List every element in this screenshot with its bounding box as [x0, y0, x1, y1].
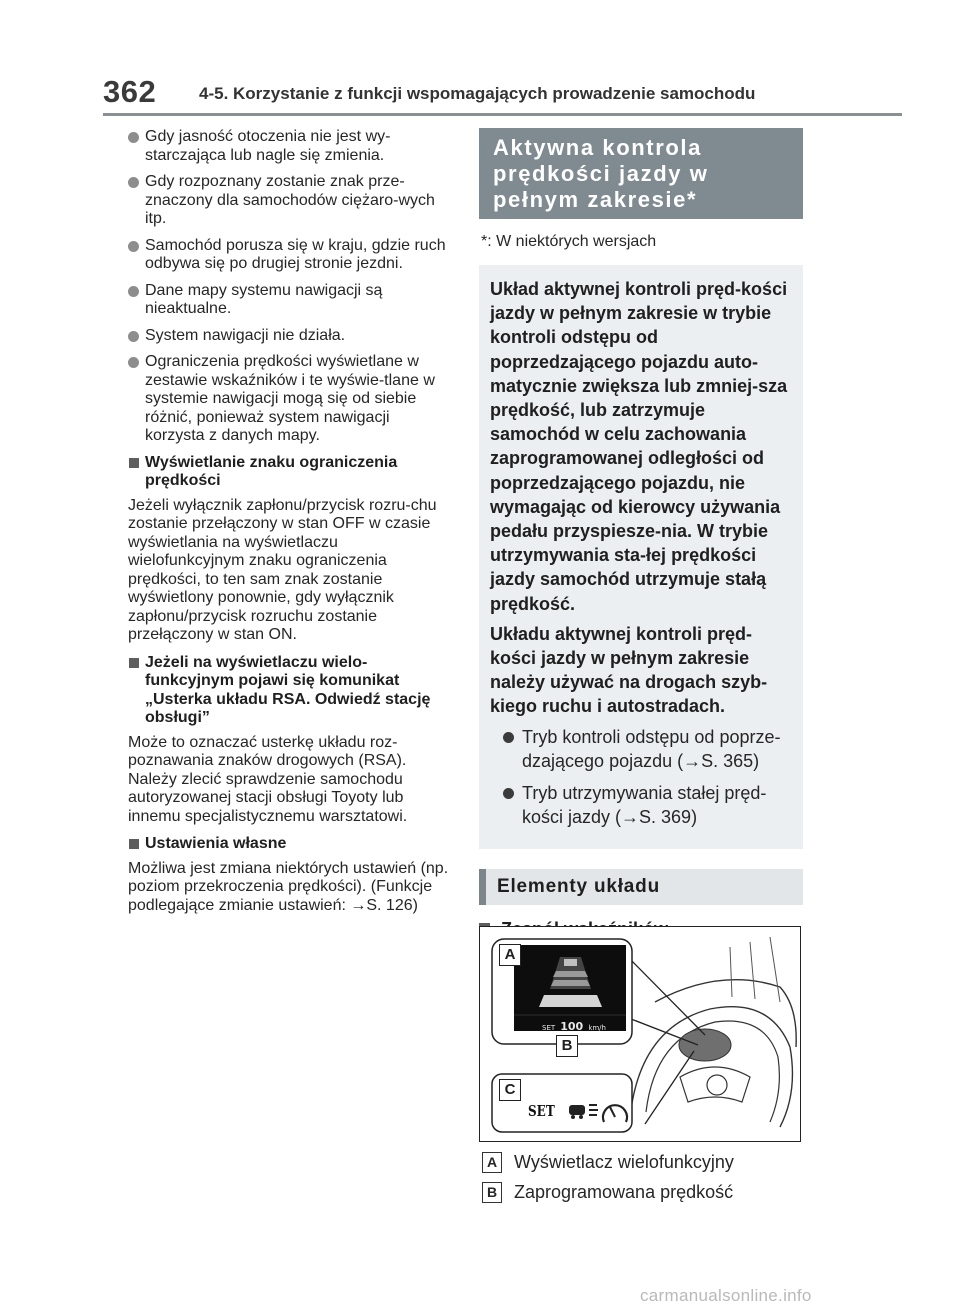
bullet-icon — [128, 132, 139, 143]
legend-item-b: B Zaprogramowana prędkość — [482, 1182, 802, 1203]
square-bullet-icon — [129, 658, 139, 668]
bullet-icon — [128, 177, 139, 188]
list-item: Gdy jasność otoczenia nie jest wy-starczająca lub nagle się zmienia. — [128, 128, 450, 165]
info-paragraph: Układ aktywnej kontroli pręd-kości jazdy w pełnym zakresie w trybie kontroli odstępu od poprzedzającego pojazdu auto-matycznie zwiększa lub zmniej-sza prędkość, lub zatrzymuje samochód w celu zachowania zaprogramowanej odległości od poprzedzającego pojazdu, nie wymagając od kierowcy używania pedału przyspiesze-nia. W trybie utrzymywania sta-łej prędkości jazdy samochód utrzymuje stałą prędkość. — [490, 279, 788, 614]
section-title-box: Aktywna kontrola prędkości jazdy w pełnym zakresie* — [479, 128, 803, 219]
list-item: Samochód porusza się w kraju, gdzie ruch odbywa się po drugiej stronie jezdni. — [128, 237, 450, 274]
list-item: Gdy rozpoznany zostanie znak prze-znaczony dla samochodów ciężaro-wych itp. — [128, 173, 450, 229]
bullet-icon — [128, 286, 139, 297]
list-item: Ograniczenia prędkości wyświetlane w zestawie wskaźników i te wyświe-tlane w systemie nawigacji mogą się od siebie różnić, ponieważ system nawigacji korzysta z danych mapy. — [128, 353, 450, 446]
subheading-custom-settings: Ustawienia własne — [128, 835, 450, 854]
bullet-icon — [503, 732, 514, 743]
instrument-cluster-figure — [479, 926, 801, 1142]
list-item: Tryb utrzymywania stałej pręd-kości jazdy (→S. 369) — [490, 781, 793, 829]
left-column — [128, 128, 450, 924]
square-bullet-icon — [129, 458, 139, 468]
bullet-icon — [128, 241, 139, 252]
paragraph-custom-settings: Możliwa jest zmiana niektórych ustawień (np. poziom przekroczenia prędkości). (Funkcje podlegające zmianie ustawień: →S. 126) — [128, 859, 449, 914]
figure-label-b: B — [556, 1035, 578, 1057]
chapter-title: 4-5. Korzystanie z funkcji wspomagających prowadzenie samochodu — [199, 84, 756, 103]
subheading-speed-sign: Wyświetlanie znaku ograniczenia prędkości — [128, 454, 450, 491]
header-divider — [103, 113, 902, 116]
page-number: 362 — [103, 74, 157, 109]
list-item: Tryb kontroli odstępu od poprze-dzającego pojazdu (→S. 365) — [490, 725, 793, 773]
bullet-icon — [503, 788, 514, 799]
section-heading-components: Elementy układu — [479, 869, 803, 905]
figure-label-a: A — [499, 944, 521, 966]
info-box — [479, 265, 803, 849]
subheading-rsa-message: Jeżeli na wyświetlaczu wielo-funkcyjnym pojawi się komunikat „Usterka układu RSA. Odwiedź stację obsługi” — [128, 654, 450, 728]
footnote: *: W niektórych wersjach — [481, 233, 657, 250]
figure-label-c: C — [499, 1079, 521, 1101]
set-indicator-icon: SET — [528, 1102, 555, 1120]
paragraph-rsa-message: Może to oznaczać usterkę układu roz-poznawania znaków drogowych (RSA). Należy zlecić sprawdzenie samochodu autoryzowanej stacji obsługi Toyoty lub innemu specjalistycznemu warsztatowi. — [128, 733, 408, 825]
square-bullet-icon — [129, 839, 139, 849]
watermark-url: carmanualsonline.info — [640, 1286, 812, 1305]
display-set-speed: SET 100 km/h — [542, 1020, 606, 1033]
bullet-icon — [128, 357, 139, 368]
list-item: System nawigacji nie działa. — [128, 327, 450, 346]
page-header — [0, 0, 960, 120]
legend-item-a: A Wyświetlacz wielofunkcyjny — [482, 1152, 802, 1173]
info-paragraph: Układu aktywnej kontroli pręd-kości jazdy w pełnym zakresie należy używać na drogach szyb-kiego ruchu i autostradach. — [490, 623, 768, 717]
list-item: Dane mapy systemu nawigacji są nieaktualne. — [128, 282, 450, 319]
right-column — [479, 128, 803, 940]
bullet-icon — [128, 331, 139, 342]
paragraph-speed-sign: Jeżeli wyłącznik zapłonu/przycisk rozru-chu zostanie przełączony w stan OFF w czasie wyświetlania na wyświetlaczu wielofunkcyjnym znaku ograniczenia prędkości, to ten sam znak zostanie wyświetlony ponownie, gdy wyłącznik zapłonu/przycisk rozruchu zostanie przełączony w stan ON. — [128, 496, 437, 643]
